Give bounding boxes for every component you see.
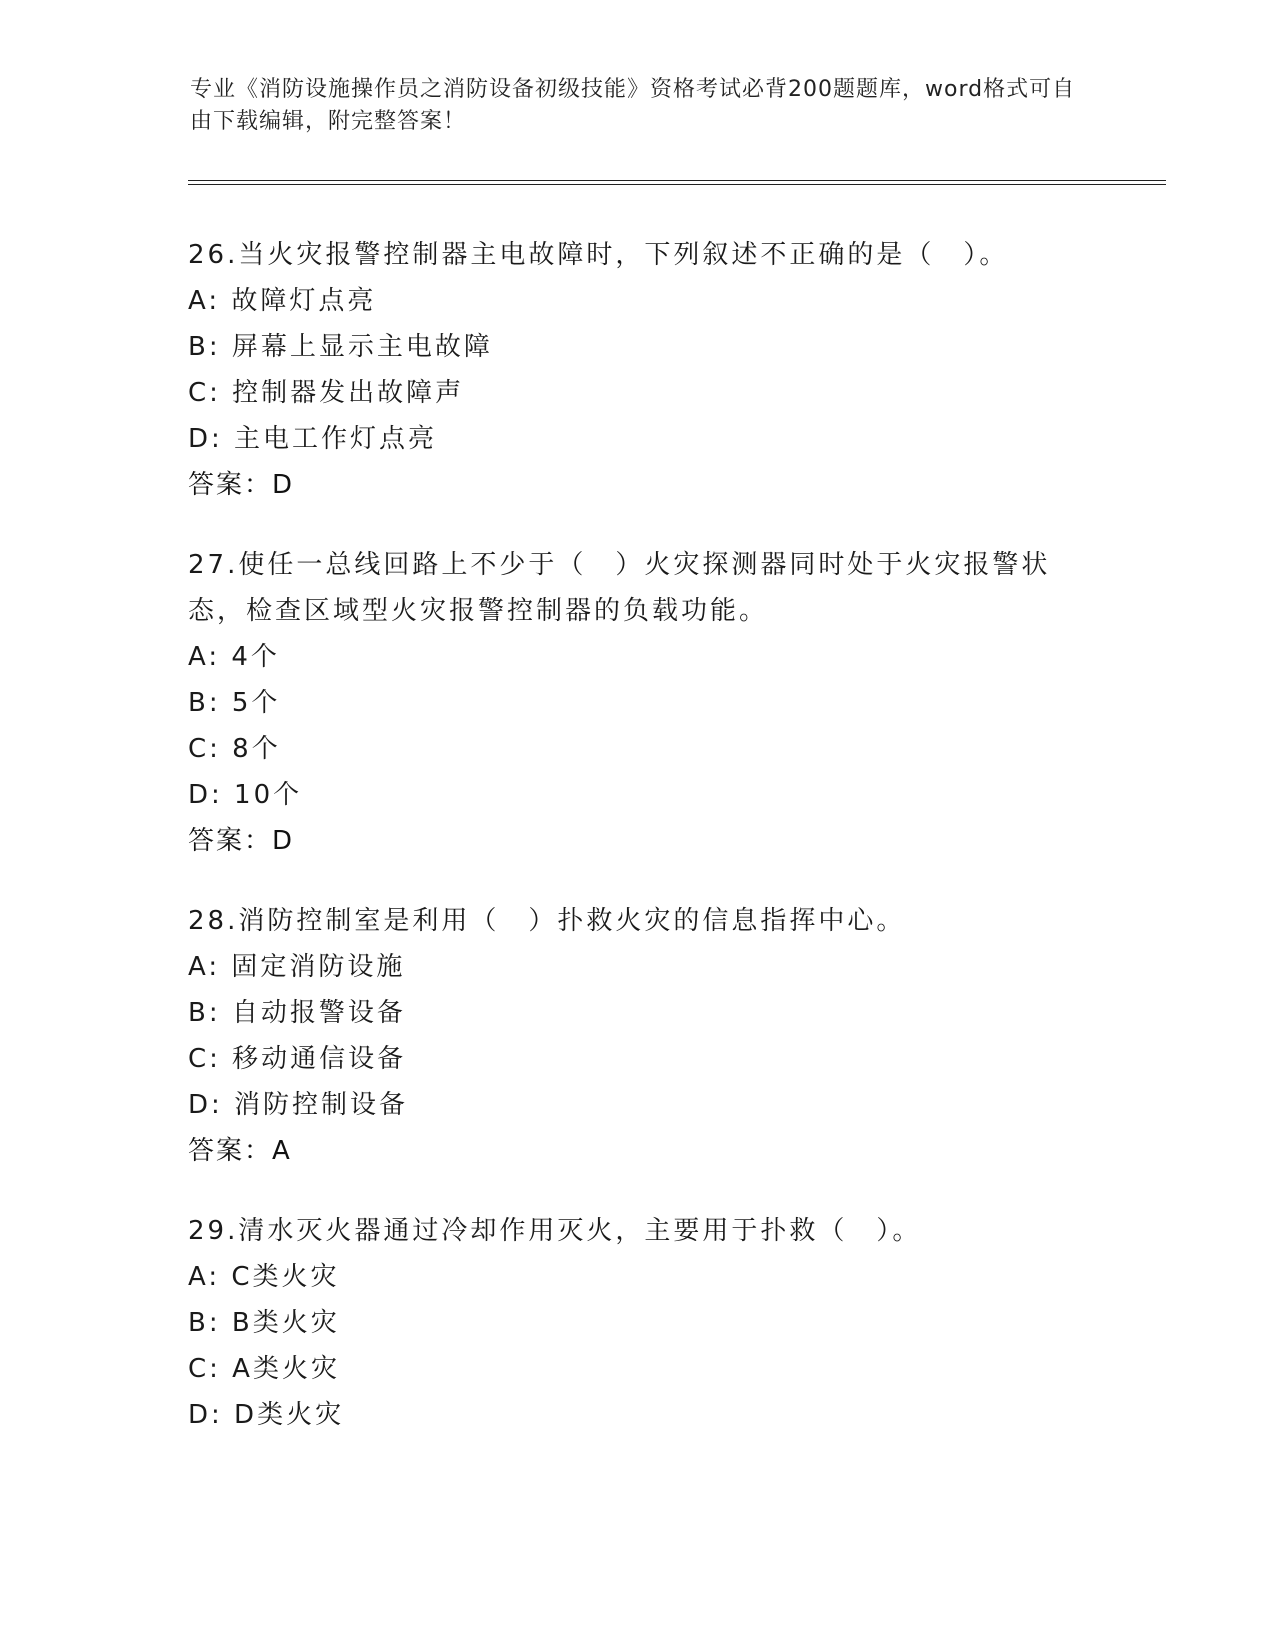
option-c: C: 8个 <box>188 734 281 764</box>
question-28 <box>188 898 1088 1174</box>
option-d: D: 10个 <box>188 780 303 810</box>
option-d: D: 主电工作灯点亮 <box>188 424 438 454</box>
answer: 答案：A <box>188 1136 292 1166</box>
question-26 <box>188 232 1088 508</box>
option-c: C: 控制器发出故障声 <box>188 378 465 408</box>
option-a: A: 故障灯点亮 <box>188 286 377 316</box>
option-b: B: B类火灾 <box>188 1308 340 1338</box>
option-b: B: 屏幕上显示主电故障 <box>188 332 493 362</box>
question-stem: 26.当火灾报警控制器主电故障时，下列叙述不正确的是（ ）。 <box>188 240 1009 270</box>
option-a: A: C类火灾 <box>188 1262 340 1292</box>
option-d: D: D类火灾 <box>188 1400 345 1430</box>
header-divider-bottom <box>188 184 1166 185</box>
option-b: B: 5个 <box>188 688 281 718</box>
option-d: D: 消防控制设备 <box>188 1090 409 1120</box>
answer: 答案：D <box>188 470 295 500</box>
option-a: A: 固定消防设施 <box>188 952 406 982</box>
question-27 <box>188 542 1088 864</box>
question-list <box>188 232 1088 1472</box>
document-header: 专业《消防设施操作员之消防设备初级技能》资格考试必背200题题库，word格式可自由下载编辑，附完整答案！ <box>190 77 1076 134</box>
option-b: B: 自动报警设备 <box>188 998 406 1028</box>
question-stem: 28.消防控制室是利用（ ）扑救火灾的信息指挥中心。 <box>188 906 906 936</box>
header-divider-top <box>188 180 1166 181</box>
option-c: C: 移动通信设备 <box>188 1044 407 1074</box>
question-stem: 27.使任一总线回路上不少于（ ）火灾探测器同时处于火灾报警状态，检查区域型火灾报警控制器的负载功能。 <box>188 550 1051 626</box>
option-a: A: 4个 <box>188 642 280 672</box>
answer: 答案：D <box>188 826 295 856</box>
question-29 <box>188 1208 1088 1438</box>
option-c: C: A类火灾 <box>188 1354 340 1384</box>
question-stem: 29.清水灭火器通过冷却作用灭火，主要用于扑救（ ）。 <box>188 1216 922 1246</box>
